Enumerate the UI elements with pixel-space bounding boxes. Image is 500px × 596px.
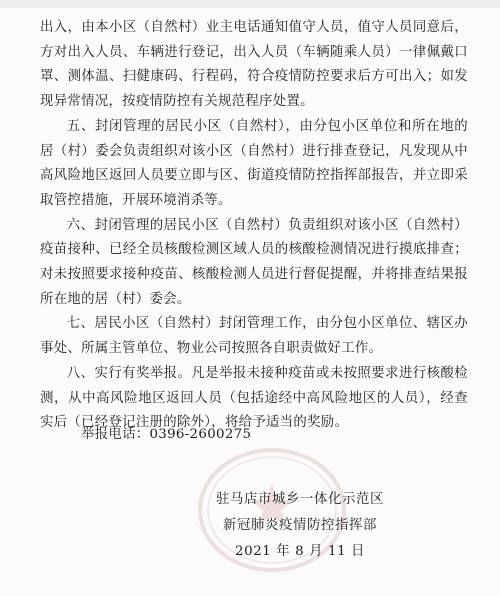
signature-department: 新冠肺炎疫情防控指挥部 [223,518,377,533]
paragraph-item-6: 六、封闭管理的居民小区（自然村）负责组织对该小区（自然村）疫苗接种、已经全员核酸检测区域人员的核酸检测情况进行摸底排查；对未按照要求接种疫苗、核酸检测人员进行督促提醒，并将排查结果报所在地的居（村）委会。 [40,217,468,307]
document-body [40,16,468,436]
paragraph-item-7: 七、居民小区（自然村）封闭管理工作，由分包小区单位、辖区办事处、所属主管单位、物业公司按照各自职责做好工作。 [40,316,468,357]
signature-organization: 驻马店市城乡一体化示范区 [216,492,384,507]
scan-top-edge [0,0,500,8]
paragraph-continuation: 出入，由本小区（自然村）业主电话通知值守人员，值守人员同意后，方对出入人员、车辆进行登记，出入人员（车辆随乘人员）一律佩戴口罩、测体温、扫健康码、行程码，符合疫情防控要求后方可出入；如发现异常情况，按疫情防控有关规范程序处置。 [40,20,468,110]
report-hotline: 举报电话：0396-2600275 [81,427,252,442]
signature-date: 2021 年 8 月 11 日 [234,544,366,559]
paragraph-item-8: 八、实行有奖举报。凡是举报未接种疫苗或未按照要求进行核酸检测，从中高风险地区返回人员（包括途经中高风险地区的人员），经查实后（已经登记注册的除外），将给予适当的奖励。 [40,365,468,431]
paragraph-item-5: 五、封闭管理的居民小区（自然村），由分包小区单位和所在地的居（村）委会负责组织对该小区（自然村）进行排查登记，凡发现从中高风险地区返回人员要立即与区、街道疫情防控指挥部报告，并立即采取管控措施，开展环境消杀等。 [40,118,468,208]
